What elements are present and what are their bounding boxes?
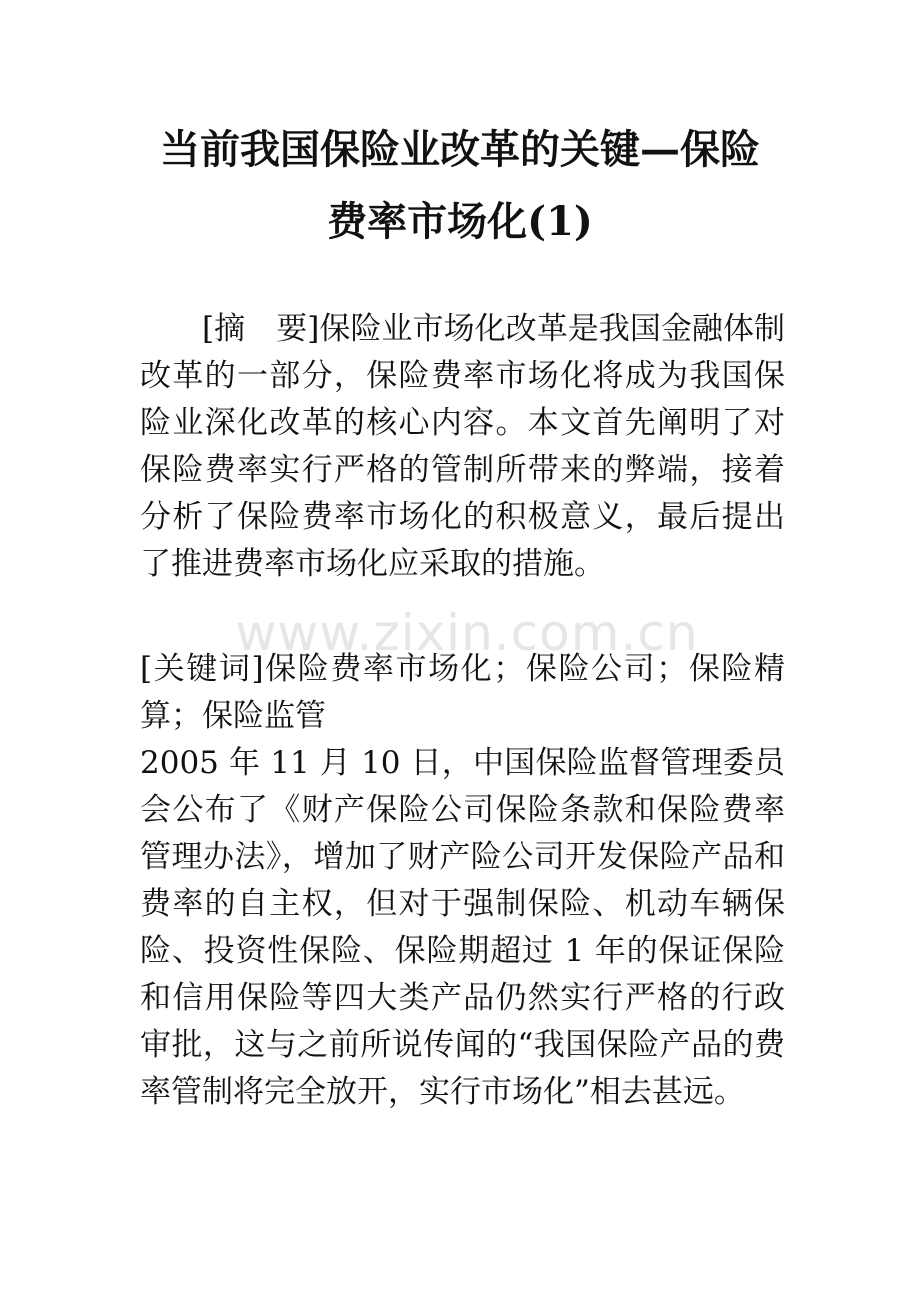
body-paragraph xyxy=(140,740,785,1116)
title-line-2: 费率市场化(1) xyxy=(327,198,593,245)
paragraph-text: 2005 年 11 月 10 日，中国保险监督管理委员会公布了《财产保险公司保险条款和保险费率管理办法》，增加了财产险公司开发保险产品和费率的自主权，但对于强制保险、机动车辆保险、投资性保险、保险期超过 1 年的保证保险和信用保险等四大类产品仍然实行严格的行政审批，这与之前所说传闻的“我国保险产品的费率管制将完全放开，实行市场化”相去甚远。 xyxy=(140,745,785,1110)
title-line-1: 当前我国保险业改革的关键—保险 xyxy=(160,126,760,173)
watermark: www.zixin.com.cn xyxy=(235,604,699,662)
abstract-text: [摘 要]保险业市场化改革是我国金融体制改革的一部分，保险费率市场化将成为我国保险业深化改革的核心内容。本文首先阐明了对保险费率实行严格的管制所带来的弊端，接着分析了保险费率市场化的积极意义，最后提出了推进费率市场化应采取的措施。 xyxy=(140,311,785,582)
keywords-text: [关键词]保险费率市场化；保险公司；保险精算；保险监管 xyxy=(140,651,785,734)
abstract-section xyxy=(140,306,785,588)
keywords-section xyxy=(140,646,785,740)
